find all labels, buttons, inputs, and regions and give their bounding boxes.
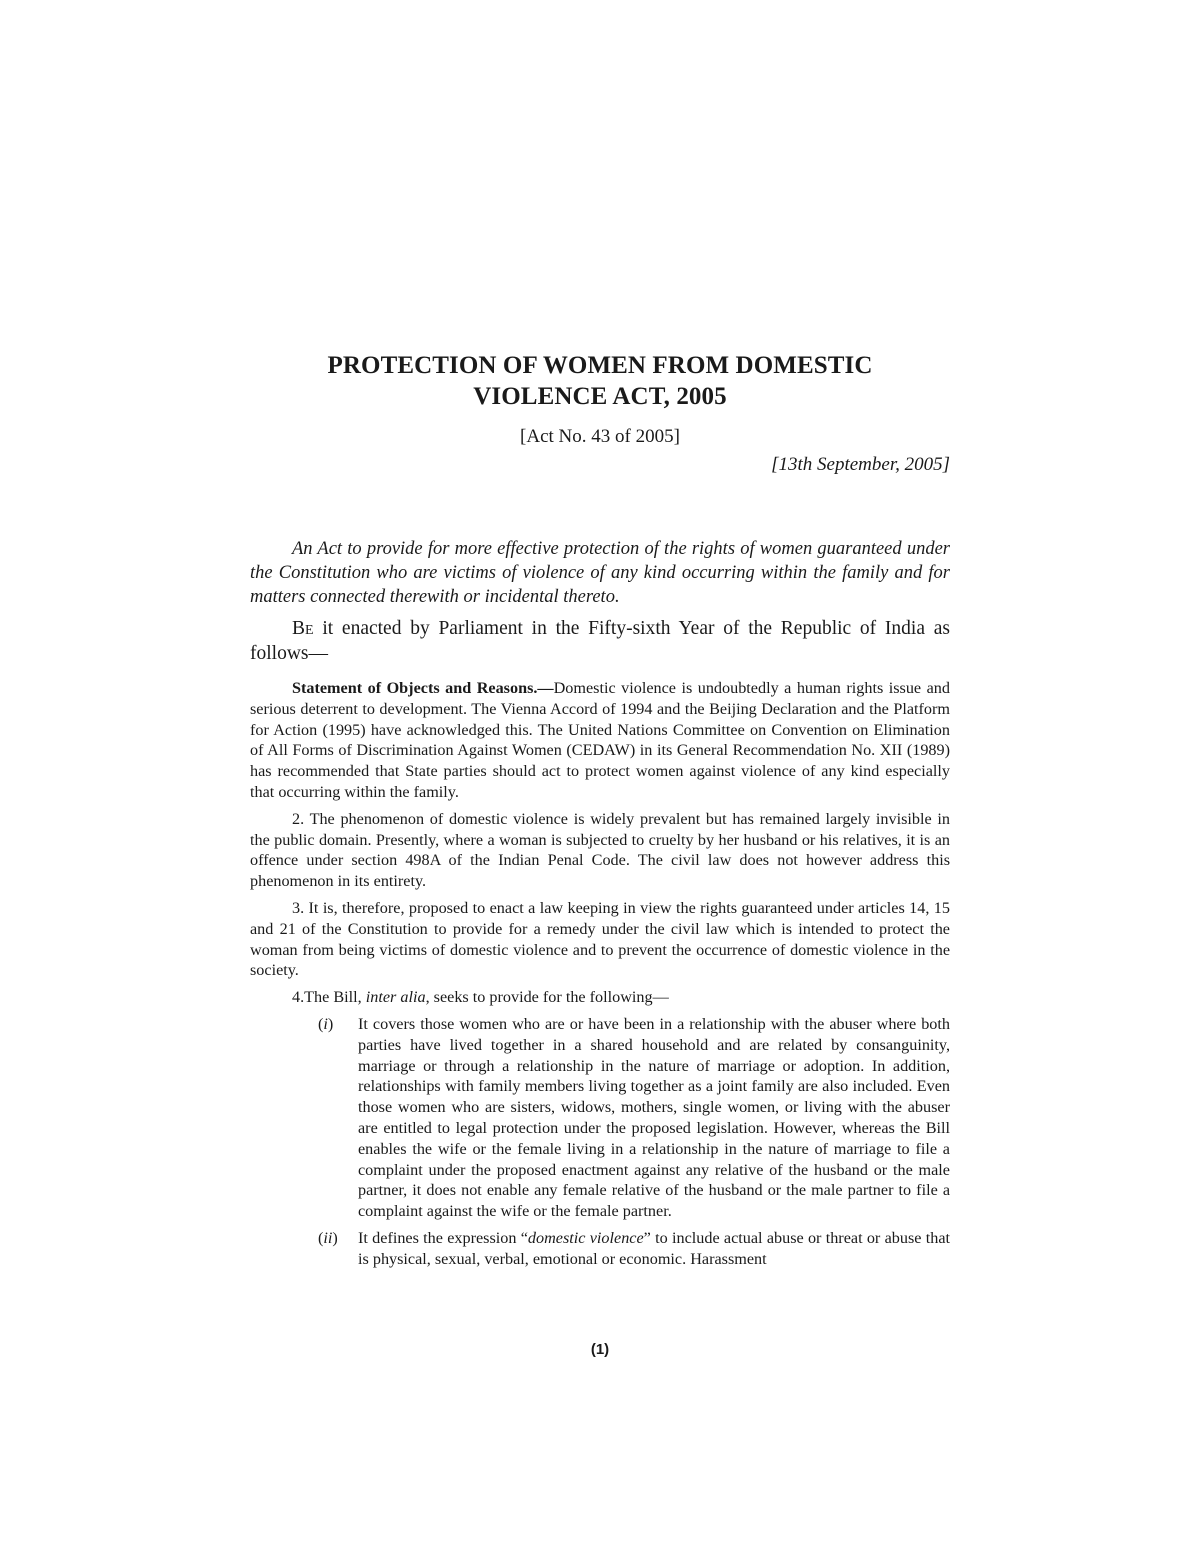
statement-paragraph-4: [250, 987, 950, 1008]
act-title-line-2: VIOLENCE ACT, 2005: [473, 383, 727, 410]
statement-paragraph-3: 3. It is, therefore, proposed to enact a law keeping in view the rights guaranteed under articles 14, 15 and 21 of the Constitution to provide for a remedy under the civil law which is intended to protect the woman from being victims of domestic violence and to prevent the occurrence of domestic violence in the society.: [250, 898, 950, 980]
clause-ii-start: It defines the expression “: [358, 1228, 528, 1247]
clause-ii-close-paren: ): [332, 1228, 338, 1247]
statement-para-1-text: Domestic violence is undoubtedly a human rights issue and serious deterrent to development. The Vienna Accord of 1994 and the Beijing Declaration and the Platform for Action (1995) have acknowledged this. The United Nations Committee on Convention on Elimination of All Forms of Discrimination Against Women (CEDAW) in its General Recommendation No. XII (1989) has recommended that State parties should act to protect women against violence of any kind especially that occurring within the family.: [250, 679, 950, 801]
statement-of-objects: [250, 678, 950, 1270]
clause-ii-end: ” to include actual abuse or threat or abuse that is physical, sexual, verbal, emotional or economic. Harassment: [358, 1228, 951, 1268]
clause-ii: [250, 1228, 950, 1270]
act-number: [Act No. 43 of 2005]: [520, 426, 680, 447]
enacting-text: it enacted by Parliament in the Fifty-sixth Year of the Republic of India as follows—: [250, 618, 950, 664]
enacting-drop-letter: B: [292, 618, 306, 639]
clause-ii-number: [250, 1228, 358, 1270]
page-number: (1): [590, 1341, 610, 1358]
statement-heading: Statement of Objects and Reasons.—: [292, 679, 554, 697]
para-4-end: , seeks to provide for the following—: [425, 988, 669, 1007]
clause-i: [250, 1014, 950, 1222]
long-title: An Act to provide for more effective protection of the rights of women guaranteed under the Constitution who are victims of violence of any kind occurring within the family and for matters connected therewith or incidental thereto.: [250, 539, 950, 607]
act-title: [250, 350, 950, 412]
clause-i-close-paren: ): [327, 1014, 334, 1033]
clause-i-numeral: i: [323, 1014, 328, 1033]
clause-ii-open-paren: (: [318, 1228, 324, 1247]
clause-ii-text: [358, 1228, 950, 1270]
act-date: [13th September, 2005]: [771, 454, 950, 475]
para-4-emphasis: inter alia: [365, 988, 426, 1007]
statement-paragraph-1: [250, 678, 950, 803]
clause-ii-numeral: ii: [323, 1228, 333, 1247]
para-4-start: 4.The Bill,: [292, 988, 366, 1007]
clause-i-open-paren: (: [318, 1014, 324, 1033]
statement-paragraph-2: 2. The phenomenon of domestic violence is widely prevalent but has remained largely invisible in the public domain. Presently, where a woman is subjected to cruelty by her husband or his relatives, it is an offence under section 498A of the Indian Penal Code. The civil law does not however address this phenomenon in its entirety.: [250, 809, 950, 891]
clause-ii-emphasis: domestic violence: [527, 1228, 644, 1247]
clause-i-number: [250, 1014, 358, 1222]
act-title-line-1: PROTECTION OF WOMEN FROM DOMESTIC: [327, 352, 873, 379]
enacting-smallcap-letter: E: [305, 623, 314, 638]
clause-i-text: It covers those women who are or have been in a relationship with the abuser where both parties have lived together in a shared household and are related by consanguinity, marriage or through a relationship in the nature of marriage or adoption. In addition, relationships with family members living together as a joint family are also included. Even those women who are sisters, widows, mothers, single women, or living with the abuser are entitled to legal protection under the proposed legislation. However, whereas the Bill enables the wife or the female living in a relationship in the nature of marriage to file a complaint under the proposed enactment against any relative of the husband or the male partner, it does not enable any female relative of the husband or the male partner to file a complaint against the wife or the female partner.: [358, 1014, 950, 1221]
document-page: [250, 350, 950, 1270]
enacting-formula: [250, 617, 950, 665]
